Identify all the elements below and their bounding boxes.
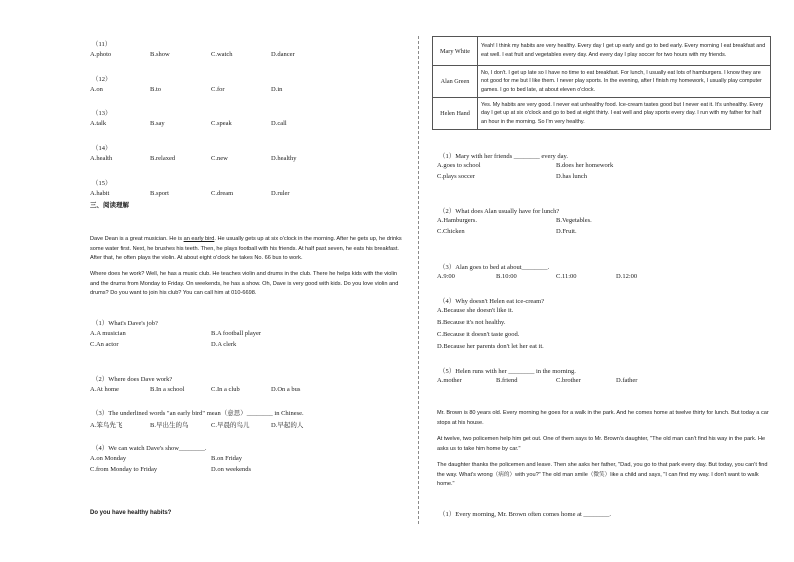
question-number: （11） xyxy=(92,41,112,48)
table-row xyxy=(433,37,771,66)
option[interactable]: C.In a club xyxy=(211,386,240,393)
option[interactable]: C.brother xyxy=(556,377,581,384)
passage-text: . He usually gets up at six o'clock in the morning. After he gets up, he drinks some water first. Next, he brushes his teeth. Then, he plays football with his friends. At half past seven, he eats his breakfast. After that, he often plays the violin. At about eight o'clock he takes No. 66 bus to work. xyxy=(90,236,402,262)
option[interactable]: C.watch xyxy=(211,51,233,58)
option[interactable]: B.10:00 xyxy=(496,273,517,280)
option[interactable]: C.for xyxy=(211,86,225,93)
option[interactable]: D.ruler xyxy=(271,190,290,197)
option[interactable]: C.speak xyxy=(211,120,232,127)
name-cell: Alan Green xyxy=(433,66,478,98)
option[interactable]: D.has lunch xyxy=(556,173,588,180)
option[interactable]: D.dancer xyxy=(271,51,295,58)
option[interactable]: C.Because it doesn't taste good. xyxy=(437,331,520,338)
option[interactable]: B.show xyxy=(150,51,170,58)
option[interactable]: B.friend xyxy=(496,377,518,384)
passage-text: Dave Dean is a great musician. He is xyxy=(90,236,184,242)
option[interactable]: B.sport xyxy=(150,190,169,197)
option[interactable]: C.from Monday to Friday xyxy=(90,466,158,473)
section-title: 三、阅读理解 xyxy=(90,202,129,209)
section-heading: Do you have healthy habits? xyxy=(90,510,172,516)
option[interactable]: A.9:00 xyxy=(437,273,455,280)
table-row xyxy=(433,66,771,98)
option[interactable]: B.早出生的鸟 xyxy=(150,422,189,429)
option[interactable]: B.say xyxy=(150,120,165,127)
reading-passage-p2: At twelve, two policemen help him get out. One of them says to Mr. Brown's daughter, "The old man can't find his way in the park. He asks us to take him home by car." xyxy=(437,436,766,452)
question-number: （15） xyxy=(92,180,112,187)
option[interactable]: D.Because her parents don't let her eat it. xyxy=(437,343,544,350)
option[interactable]: C.new xyxy=(211,155,228,162)
table-row xyxy=(433,98,771,130)
option[interactable]: D.12:00 xyxy=(616,273,638,280)
reading-passage-p1: Mr. Brown is 80 years old. Every morning he goes for a walk in the park. And he comes home at twelve thirty for lunch. But today a car stops at his house. xyxy=(437,410,769,426)
option[interactable]: D.on weekends xyxy=(211,466,252,473)
option[interactable]: A.on xyxy=(90,86,103,93)
option[interactable]: D.早起的人 xyxy=(271,422,304,429)
option[interactable]: B.Because it's not healthy. xyxy=(437,319,506,326)
underlined-phrase: an early bird xyxy=(183,236,215,242)
reading-passage-p2: Where does he work? Well, he has a music club. He teaches violin and drums in the club. There he helps kids with the violin and the drums from Monday to Friday. On weekends, he has a show. Oh, Dave is very good with kids. Do you love violin and drums? Do you want to join his club? You can call him at 010-6698. xyxy=(90,271,399,297)
question-stem: （1）What's Dave's job? xyxy=(92,320,158,327)
option[interactable]: C.An actor xyxy=(90,341,119,348)
question-stem: （1）Every morning, Mr. Brown often comes home at ________. xyxy=(439,511,612,518)
reading-passage-p1 xyxy=(90,235,406,264)
name-cell: Helen Hand xyxy=(433,98,478,130)
option[interactable]: A.goes to school xyxy=(437,162,481,169)
question-stem: （3）The underlined words "an early bird" mean（意思）________ in Chinese. xyxy=(92,410,304,417)
option[interactable]: A.At home xyxy=(90,386,119,393)
option[interactable]: A.habit xyxy=(90,190,110,197)
option[interactable]: D.Fruit. xyxy=(556,228,577,235)
option[interactable]: B.on Friday xyxy=(211,455,243,462)
option[interactable]: A.Hamburgers. xyxy=(437,217,477,224)
question-stem: （2）What does Alan usually have for lunch? xyxy=(439,208,560,215)
option[interactable]: B.to xyxy=(150,86,162,93)
option[interactable]: C.11:00 xyxy=(556,273,577,280)
option[interactable]: D.father xyxy=(616,377,638,384)
option[interactable]: D.in xyxy=(271,86,283,93)
option[interactable]: D.call xyxy=(271,120,287,127)
option[interactable]: A.health xyxy=(90,155,113,162)
option[interactable]: D.healthy xyxy=(271,155,297,162)
text-cell: Yeah! I think my habits are very healthy. Every day I get up early and go to bed early. Every morning I eat breakfast and eat well. I eat fruit and vegetables every day. And every day I play soccer for two hours with my friends. xyxy=(478,37,771,66)
option[interactable]: A.Because she doesn't like it. xyxy=(437,307,514,314)
question-stem: （4）We can watch Dave's show________. xyxy=(92,445,207,452)
reading-passage-p3: The daughter thanks the policemen and leave. Then she asks her father, "Dad, you go to that park every day. But today, you can't find the way. What's wrong（病的）with you?" The old man smile（微笑）like a child and says, "I can find my way. I don't want to walk home." xyxy=(437,462,768,488)
option[interactable]: C.plays soccer xyxy=(437,173,475,180)
option[interactable]: B.Vegetables. xyxy=(556,217,592,224)
question-number: （14） xyxy=(92,145,112,152)
question-stem: （5）Helen runs with her ________ in the morning. xyxy=(439,368,576,375)
option[interactable]: D.On a bus xyxy=(271,386,301,393)
option[interactable]: A.笨鸟先飞 xyxy=(90,422,123,429)
option[interactable]: A.mother xyxy=(437,377,462,384)
option[interactable]: B.relaxed xyxy=(150,155,176,162)
option[interactable]: A.talk xyxy=(90,120,107,127)
option[interactable]: D.A clerk xyxy=(211,341,237,348)
option[interactable]: B.In a school xyxy=(150,386,185,393)
option[interactable]: C.Chicken xyxy=(437,228,465,235)
question-number: （13） xyxy=(92,110,112,117)
question-stem: （4）Why doesn't Helen eat ice-cream? xyxy=(439,298,545,305)
option[interactable]: A.photo xyxy=(90,51,112,58)
name-cell: Mary White xyxy=(433,37,478,66)
option[interactable]: C.dream xyxy=(211,190,234,197)
option[interactable]: A.A musician xyxy=(90,330,126,337)
habits-table xyxy=(432,36,771,130)
question-stem: （2）Where does Dave work? xyxy=(92,376,173,383)
text-cell: Yes. My habits are very good. I never eat unhealthy food. Ice-cream tastes good but I never eat it. It's unhealthy. Every day I get up at six o'clock and go to bed at eight thirty. I eat well and play sports every day. I run with my father for half an hour in the morning. So I'm very healthy. xyxy=(478,98,771,130)
column-divider xyxy=(418,36,419,524)
option[interactable]: A.on Monday xyxy=(90,455,127,462)
question-stem: （3）Alan goes to bed at about________. xyxy=(439,264,550,271)
question-number: （12） xyxy=(92,76,112,83)
text-cell: No, I don't. I get up late so I have no time to eat breakfast. For lunch, I usually eat lots of hamburgers. I know they are not good for me but I like them. I never play sports. In the evening, after I finish my homework, I usually play computer games. I go to bed late, at about eleven o'clock. xyxy=(478,66,771,98)
option[interactable]: C.早晨的鸟儿 xyxy=(211,422,250,429)
option[interactable]: B.A football player xyxy=(211,330,262,337)
question-stem: （1）Mary with her friends ________ every day. xyxy=(439,153,569,160)
option[interactable]: B.does her homework xyxy=(556,162,614,169)
